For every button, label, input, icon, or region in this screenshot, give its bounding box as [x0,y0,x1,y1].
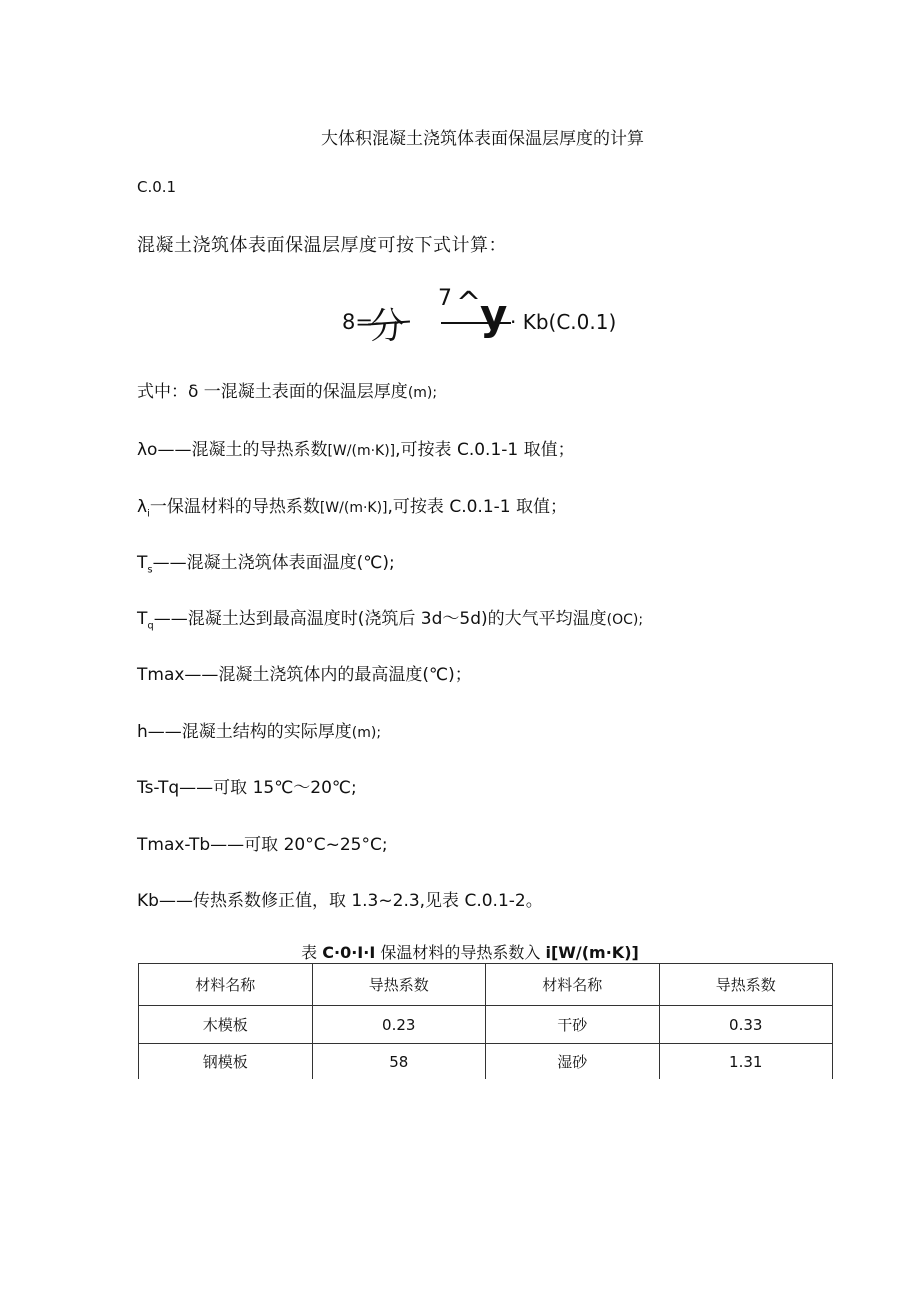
definition-text: h——混凝土结构的实际厚度 [137,722,352,742]
definition-text: Kb——传热系数修正值，取 1.3~2.3,见表 C.0.1-2。 [137,891,543,911]
table-row [139,1006,833,1044]
formula-kb: · Kb(C.0.1) [510,310,617,334]
definition-unit: (m); [407,385,438,401]
definition-unit: [W/(m·K)] [327,443,396,459]
table-header-cell: 材料名称 [486,964,660,1006]
definition-kb [137,886,543,911]
definition-symbol: T [137,609,148,629]
definition-h [137,717,381,742]
table-cell: 湿砂 [486,1044,660,1080]
definition-tmax-tb [137,830,388,855]
intro-text: 混凝土浇筑体表面保温层厚度可按下式计算： [137,235,507,256]
definition-tail: ,可按表 C.0.1-1 取值； [387,497,568,517]
caption-number: C·0·I·I [322,943,376,962]
document-title: 大体积混凝土浇筑体表面保温层厚度的计算 [321,129,644,149]
formula-lhs: 8= [342,310,373,334]
formula-fen: 分 [369,306,406,347]
conductivity-table [138,963,833,1079]
definition-ts-tq [137,773,357,798]
table-cell: 干砂 [486,1006,660,1044]
table-cell: 0.23 [312,1006,486,1044]
table-row [139,1044,833,1080]
definition-unit: (m); [351,725,382,741]
definition-tmax [137,660,472,685]
table-caption [0,940,920,963]
caption-text: 保温材料的导热系数入 [375,943,546,962]
definition-subscript: i [147,508,150,520]
table-header-cell: 导热系数 [659,964,833,1006]
definition-subscript: s [147,564,153,576]
definition-symbol: λ [137,497,148,517]
table-cell: 58 [312,1044,486,1080]
definition-text: ——混凝土浇筑体表面温度(℃); [152,553,395,573]
definition-lambda-i [137,492,567,519]
formula-fraction-bar [441,322,511,324]
section-number: C.0.1 [137,178,177,196]
definition-text: Tmax-Tb——可取 20°C~25°C; [137,835,388,855]
definition-tq [137,604,643,631]
definition-text: 一保温材料的导热系数 [149,497,320,517]
definition-text: ——混凝土达到最高温度时(浇筑后 3d～5d)的大气平均温度 [153,609,607,629]
table-header-cell: 材料名称 [139,964,313,1006]
definition-unit: (OC); [606,612,644,628]
definition-unit: [W/(m·K)] [319,500,388,516]
caption-prefix: 表 [301,943,323,962]
definition-lambda-o [137,435,575,460]
definition-symbol: T [137,553,148,573]
table-cell: 1.31 [659,1044,833,1080]
table-cell: 木模板 [139,1006,313,1044]
formula-y: y [480,290,508,339]
definition-text: Tmax——混凝土浇筑体内的最高温度(℃)； [137,665,472,685]
definition-subscript: q [147,620,154,632]
caption-unit: i[W/(m·K)] [545,943,639,962]
definition-text: Ts-Tq——可取 15℃～20℃; [137,778,357,798]
table-header-row [139,964,833,1006]
definition-ts [137,548,395,575]
table-cell: 0.33 [659,1006,833,1044]
table-cell: 钢模板 [139,1044,313,1080]
formula-caret: ^ [456,286,482,321]
definition-tail: ,可按表 C.0.1-1 取值； [395,440,575,460]
definition-text: λo——混凝土的导热系数 [137,440,328,460]
formula-seven: 7 [438,286,452,311]
table-header-cell: 导热系数 [312,964,486,1006]
definition-text: 式中：δ 一混凝土表面的保温层厚度 [137,382,408,402]
definition-delta [137,377,437,402]
